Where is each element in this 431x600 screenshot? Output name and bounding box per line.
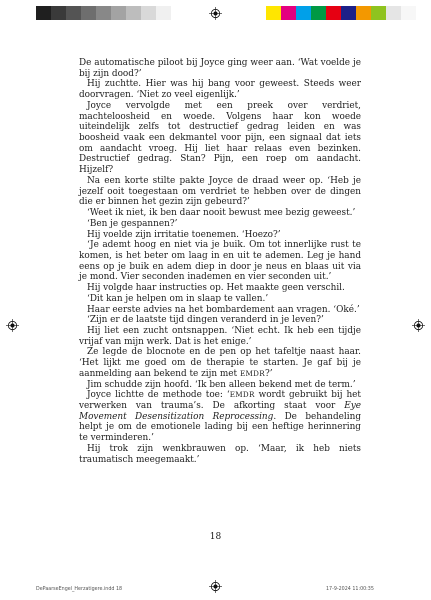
paragraph: Hij zuchtte. Hier was hij bang voor geweest. Steeds weer doorvragen. ‘Niet zo veel eigenlijk.’ <box>79 79 361 101</box>
slug-timestamp: 17-9-2024 11:00:35 <box>326 587 374 592</box>
registration-mark-icon <box>209 7 222 20</box>
gray-swatch <box>111 6 126 20</box>
color-swatch <box>386 6 401 20</box>
paragraph: Joyce lichtte de methode toe: ‘EMDR wordt gebruikt bij het verwerken van trauma’s. De afkorting staat voor Eye Movement Desensitization Reprocessing. De behandeling helpt je om de emotionele lading bij een heftige herinnering te verminderen.’ <box>79 390 361 444</box>
color-swatch <box>326 6 341 20</box>
gray-swatch <box>51 6 66 20</box>
registration-mark-icon <box>209 580 222 593</box>
paragraph: Hij voelde zijn irritatie toenemen. ‘Hoezo?’ <box>87 229 281 240</box>
paragraph: Ze legde de blocnote en de pen op het tafeltje naast haar. ‘Het lijkt me goed om de therapie te starten. Je gaf bij je aanmelding aan bekend te zijn met EMDR?’ <box>79 347 361 379</box>
paragraph: Joyce vervolgde met een preek over verdriet, machteloosheid en woede. Volgens haar kon woede uiteindelijk zelfs tot destructief gedrag leiden en was boosheid vaak een dekmantel voor pijn, een signaal dat iets om aandacht vroeg. Hij liet haar relaas even bezinken. Destructief gedrag. Stan? Pijn, een roep om aandacht. Hijzelf? <box>79 100 361 176</box>
abbreviation: EMDR <box>239 368 265 378</box>
gray-swatch <box>126 6 141 20</box>
gray-swatch <box>156 6 171 20</box>
color-swatch <box>401 6 416 20</box>
paragraph: Hij trok zijn wenkbrauwen op. ‘Maar, ik heb niets traumatisch meegemaakt.’ <box>79 443 361 465</box>
color-swatch <box>371 6 386 20</box>
gray-swatch <box>66 6 81 20</box>
color-swatch <box>281 6 296 20</box>
color-swatch <box>266 6 281 20</box>
paragraph: ‘Weet ik niet, ik ben daar nooit bewust mee bezig geweest.’ <box>87 208 356 219</box>
color-swatch <box>356 6 371 20</box>
gray-swatch <box>96 6 111 20</box>
emphasis: Eye Movement Desensitization Reprocessing <box>79 401 361 422</box>
gray-swatch <box>81 6 96 20</box>
paragraph: Hij liet een zucht ontsnappen. ‘Niet echt. Ik heb een tijdje vrijaf van mijn werk. Dat is het enige.’ <box>79 325 361 347</box>
page-number: 18 <box>209 532 222 542</box>
paragraph: De automatische piloot bij Joyce ging weer aan. ‘Wat voelde je bij zijn dood?’ <box>79 58 361 79</box>
paragraph: ‘Je ademt hoog en niet via je buik. Om tot innerlijke rust te komen, is het beter om laag in en uit te ademen. Leg je hand eens op je buik en adem diep in door je neus en blaas uit via je mond. Vier seconden inademen en vier seconden uit.’ <box>79 240 361 283</box>
paragraph: Hij volgde haar instructies op. Het maakte geen verschil. <box>87 283 345 294</box>
registration-mark-icon <box>412 319 425 332</box>
grayscale-color-bar <box>36 6 171 20</box>
abbreviation: EMDR <box>229 390 255 400</box>
color-swatch <box>296 6 311 20</box>
color-swatch <box>341 6 356 20</box>
process-color-bar <box>266 6 416 20</box>
paragraph: ‘Ben je gespannen?’ <box>87 218 178 229</box>
registration-mark-icon <box>6 319 19 332</box>
body-text <box>79 58 361 465</box>
gray-swatch <box>36 6 51 20</box>
paragraph: Jim schudde zijn hoofd. ‘Ik ben alleen bekend met de term.’ <box>87 379 356 390</box>
gray-swatch <box>141 6 156 20</box>
paragraph: ‘Dit kan je helpen om in slaap te vallen.’ <box>87 293 269 304</box>
paragraph: ‘Zijn er de laatste tijd dingen veranderd in je leven?’ <box>87 315 324 326</box>
paragraph: Na een korte stilte pakte Joyce de draad weer op. ‘Heb je jezelf ooit toegestaan om verdriet te hebben over de dingen die er binnen het gezin zijn gebeurd?’ <box>79 175 361 208</box>
color-swatch <box>311 6 326 20</box>
paragraph: Haar eerste advies na het bombardement aan vragen. ‘Oké.’ <box>87 304 360 315</box>
slug-filename: DePaarseEngel_Herzatigere.indd 18 <box>36 587 123 592</box>
